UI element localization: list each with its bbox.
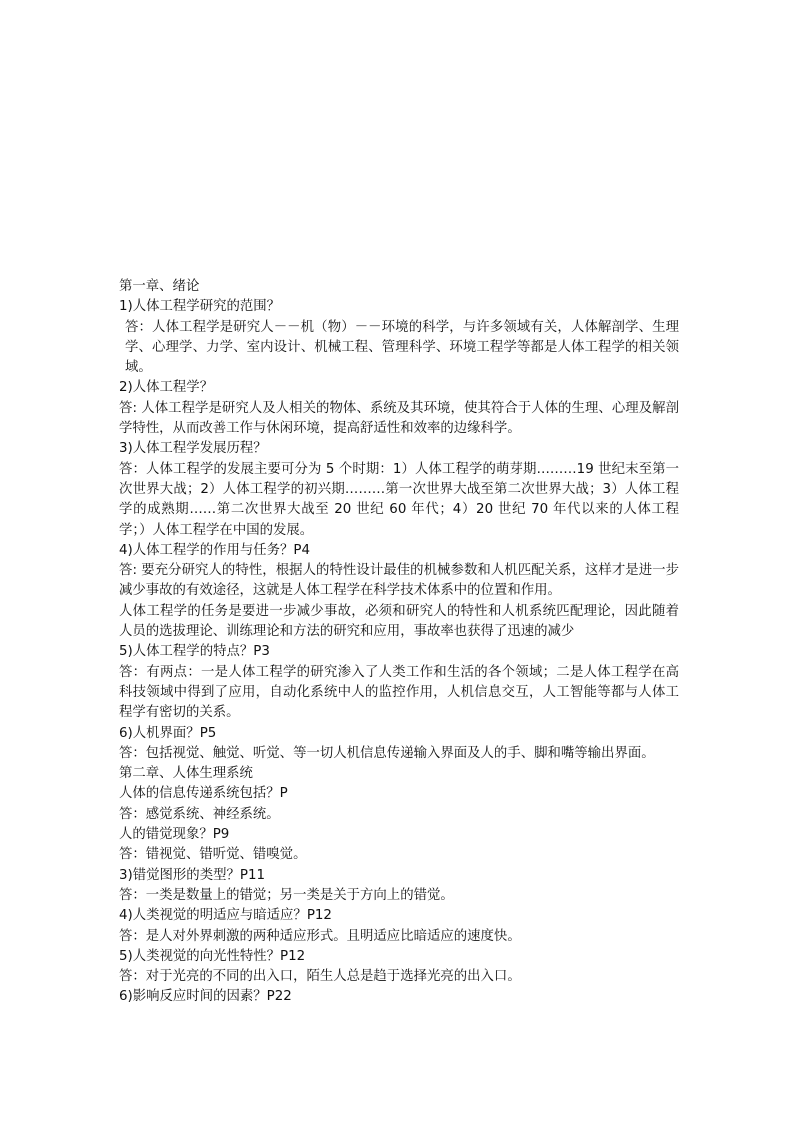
question-5: 5)人体工程学的特点？P3 bbox=[119, 644, 270, 660]
chapter-1-title: 第一章、绪论 bbox=[119, 279, 200, 294]
answer-11: 答：对于光亮的不同的出入口，陌生人总是趋于选择光亮的出入口。 bbox=[119, 969, 521, 985]
question-12: 6)影响反应时间的因素？P22 bbox=[119, 989, 292, 1005]
question-4: 4)人体工程学的作用与任务？P4 bbox=[119, 542, 311, 558]
answer-3: 答：人体工程学的发展主要可分为 5 个时期：1）人体工程学的萌芽期………19 世纪末至第一次世界大战；2）人体工程学的初兴期………第一次世界大战至第二次世界大战；3）人体工程学的成熟期……第二次世界大战至 20 世纪 60 年代；4）20 世纪 70 年代以来的人体工程学；）人体工程学在中国的发展。 bbox=[119, 461, 679, 538]
question-7: 人体的信息传递系统包括？P bbox=[119, 786, 288, 802]
question-11: 5)人类视觉的向光性特性？P12 bbox=[119, 948, 306, 964]
question-3: 3)人体工程学发展历程？ bbox=[119, 441, 267, 457]
answer-4-part-1: 答: 要充分研究人的特性，根据人的特性设计最佳的机械参数和人机匹配关系，这样才是进一步减少事故的有效途径，这就是人体工程学在科学技术体系中的位置和作用。 bbox=[119, 563, 679, 599]
answer-10: 答：是人对外界刺激的两种适应形式。且明适应比暗适应的速度快。 bbox=[119, 928, 521, 944]
chapter-2-title: 第二章、人体生理系统 bbox=[119, 766, 253, 782]
answer-6: 答：包括视觉、触觉、听觉、等一切人机信息传递输入界面及人的手、脚和嘴等输出界面。 bbox=[119, 745, 655, 761]
answer-9: 答：一类是数量上的错觉；另一类是关于方向上的错觉。 bbox=[119, 887, 454, 903]
answer-1: 答：人体工程学是研究人－－机（物）－－环境的科学，与许多领域有关，人体解剖学、生理学、心理学、力学、室内设计、机械工程、管理科学、环境工程学等都是人体工程学的相关领域。 bbox=[125, 319, 679, 376]
question-1: 1)人体工程学研究的范围？ bbox=[119, 299, 281, 315]
question-8: 人的错觉现象？P9 bbox=[119, 827, 230, 843]
answer-4-part-2: 人体工程学的任务是要进一步减少事故，必须和研究人的特性和人机系统匹配理论，因此随着人员的选拔理论、训练理论和方法的研究和应用，事故率也获得了迅速的减少 bbox=[119, 603, 679, 640]
answer-8: 答：错视觉、错听觉、错嗅觉。 bbox=[119, 847, 307, 863]
answer-5: 答：有两点：一是人体工程学的研究渗入了人类工作和生活的各个领域；二是人体工程学在高科技领域中得到了应用，自动化系统中人的监控作用，人机信息交互，人工智能等都与人体工程学有密切的关系。 bbox=[119, 664, 679, 721]
answer-7: 答：感觉系统、神经系统。 bbox=[119, 806, 280, 822]
document-page bbox=[119, 277, 679, 1008]
answer-2: 答: 人体工程学是研究人及人相关的物体、系统及其环境，使其符合于人体的生理、心理及解剖学特性，从而改善工作与休闲环境，提高舒适性和效率的边缘科学。 bbox=[119, 400, 679, 437]
question-6: 6)人机界面？P5 bbox=[119, 725, 217, 741]
question-9: 3)错觉图形的类型？P11 bbox=[119, 867, 265, 883]
question-2: 2)人体工程学？ bbox=[119, 380, 214, 396]
question-10: 4)人类视觉的明适应与暗适应？P12 bbox=[119, 908, 332, 924]
